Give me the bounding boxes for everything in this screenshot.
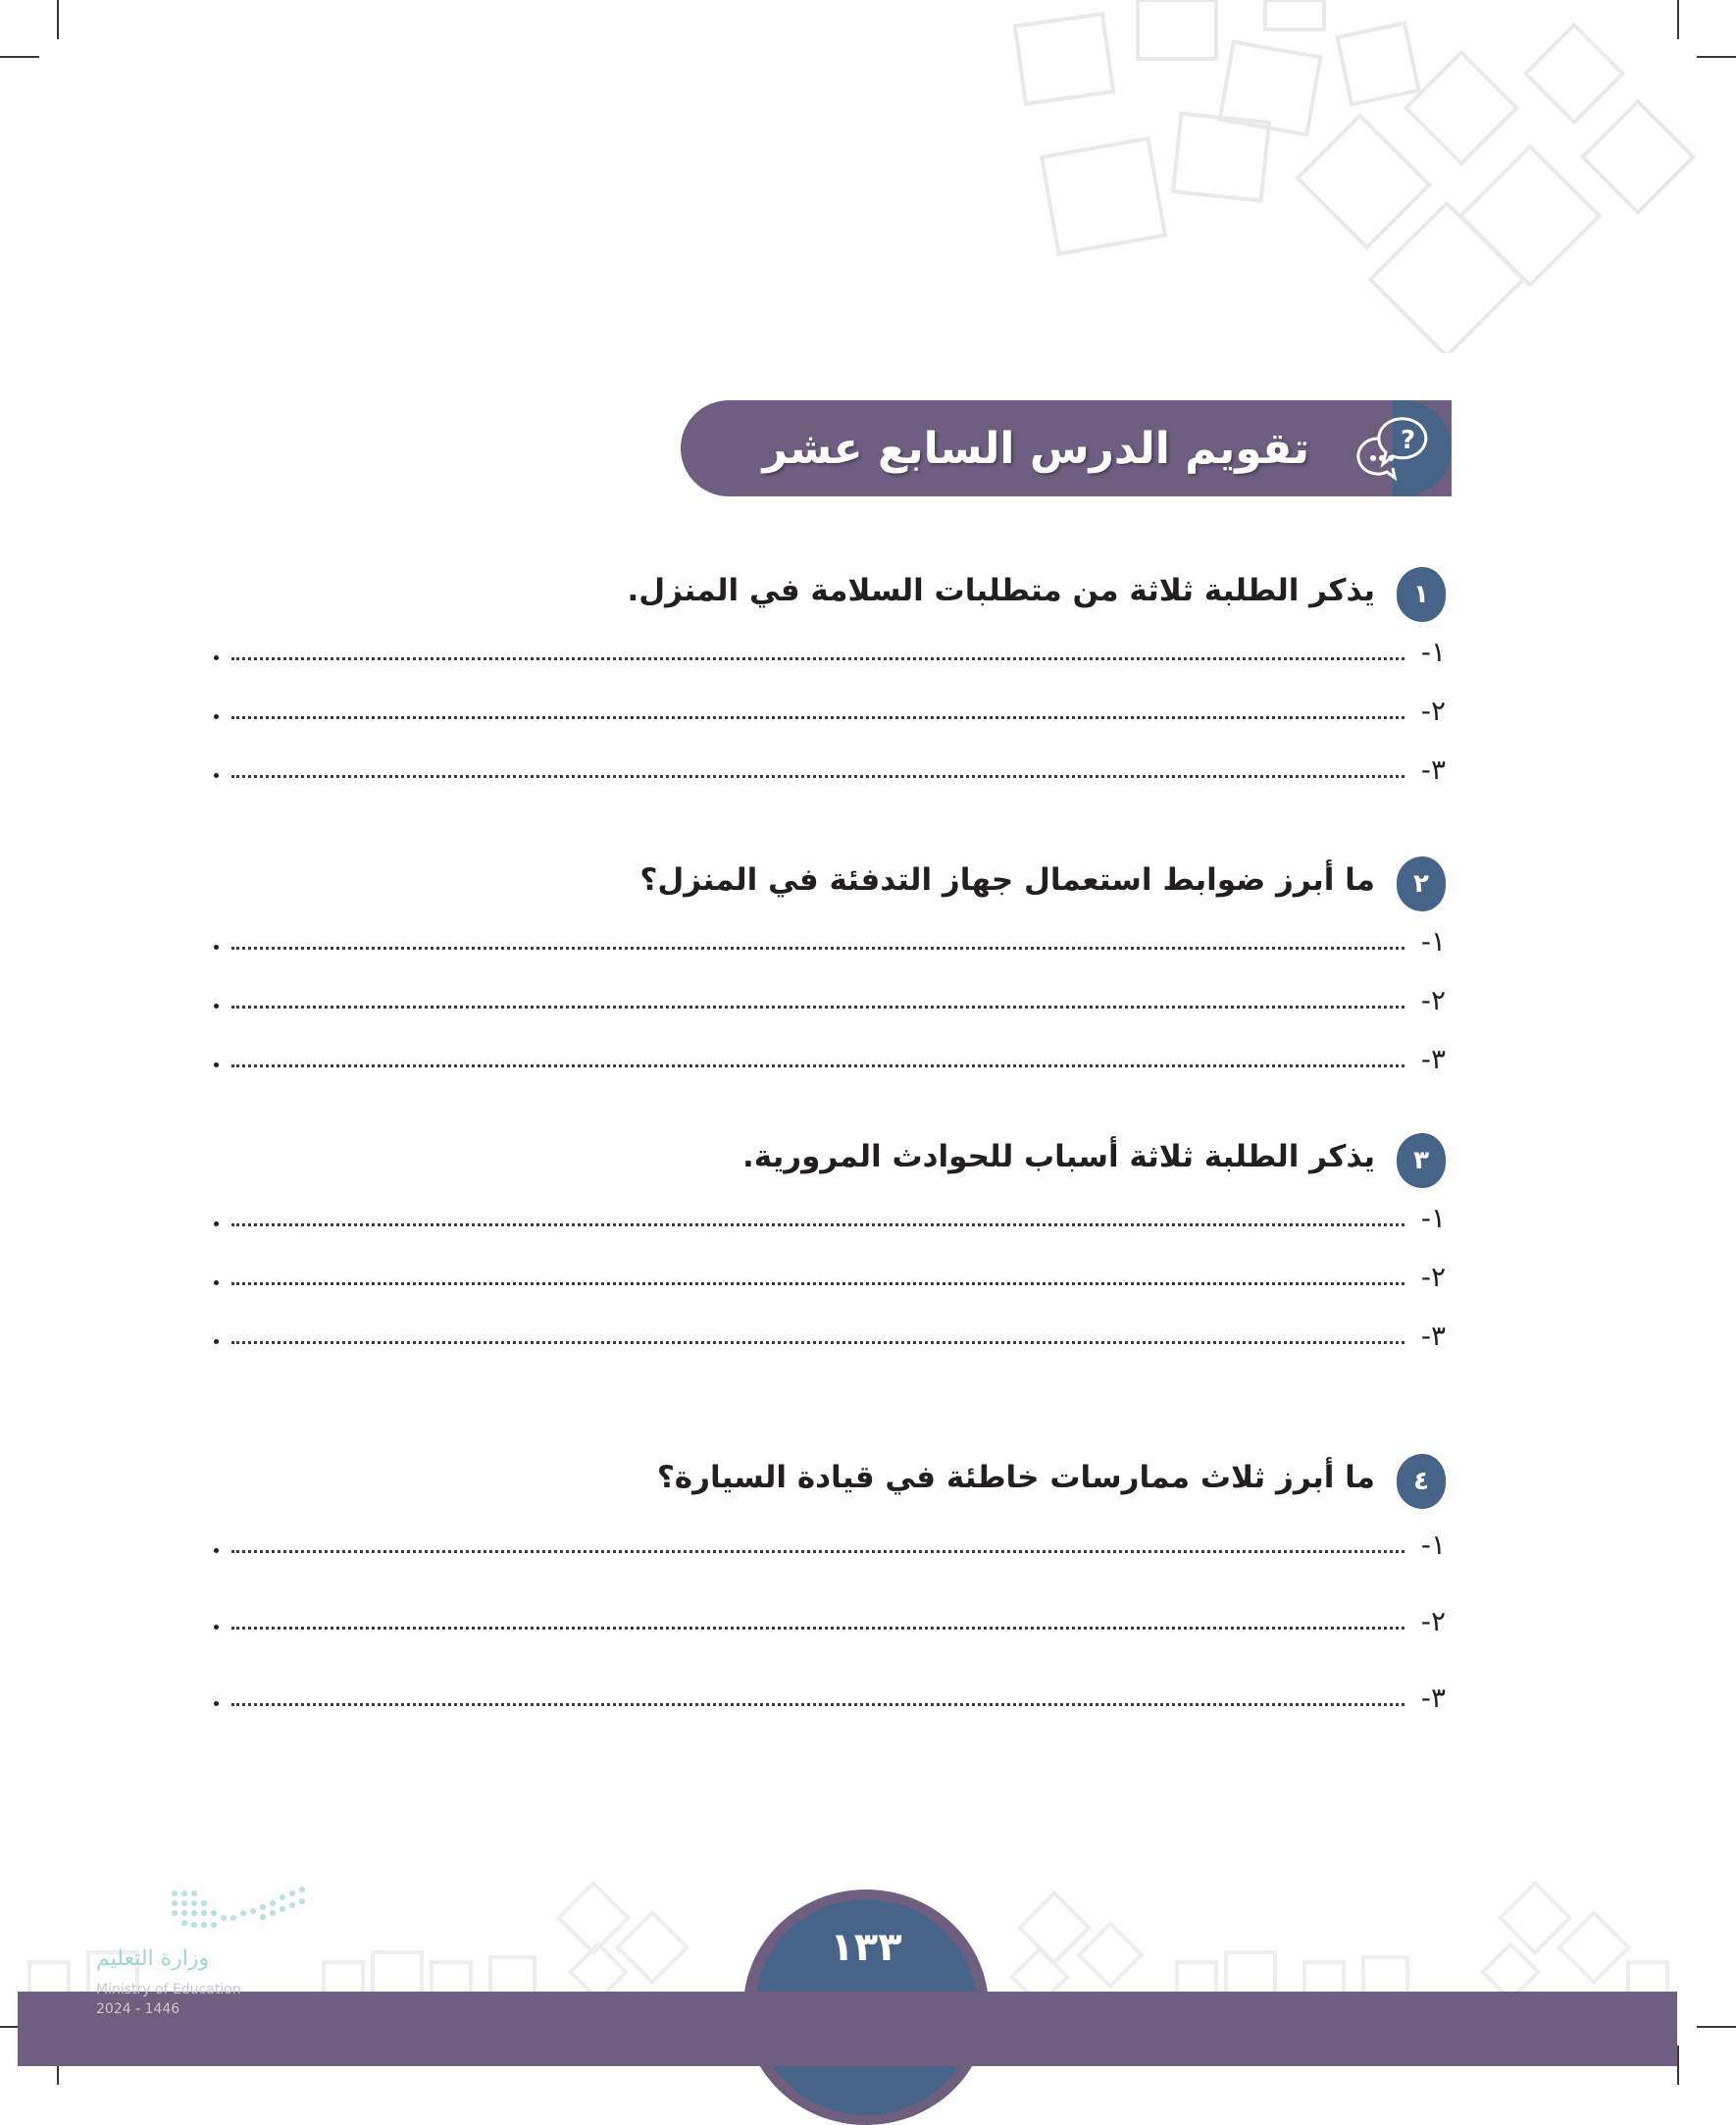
dotted-line bbox=[231, 775, 1404, 778]
answer-line-label: ١- bbox=[1420, 636, 1446, 668]
line-end-dot bbox=[214, 714, 219, 719]
answer-line-label: ١- bbox=[1420, 925, 1446, 958]
dotted-line bbox=[231, 1341, 1404, 1344]
dotted-line bbox=[231, 947, 1404, 950]
line-end-dot bbox=[214, 655, 219, 660]
line-end-dot bbox=[214, 1701, 219, 1706]
dotted-line bbox=[231, 1064, 1404, 1067]
answer-line[interactable] bbox=[196, 626, 1452, 685]
dotted-line bbox=[231, 1703, 1404, 1706]
answer-line-label: ٣- bbox=[1420, 1320, 1446, 1352]
answer-line-label: ١- bbox=[1420, 1202, 1446, 1234]
line-end-dot bbox=[214, 1339, 219, 1344]
question-number-badge: ٤ bbox=[1397, 1454, 1446, 1509]
line-end-dot bbox=[214, 1221, 219, 1226]
question-text: يذكر الطلبة ثلاثة من متطلبات السلامة في المنزل. bbox=[627, 573, 1375, 608]
answer-line-label: ٣- bbox=[1420, 753, 1446, 786]
answer-line[interactable] bbox=[196, 1033, 1452, 1092]
lesson-title: تقويم الدرس السابع عشر bbox=[762, 423, 1309, 474]
dotted-line bbox=[231, 716, 1404, 719]
line-end-dot bbox=[214, 945, 219, 950]
answer-line-label: ٢- bbox=[1420, 984, 1446, 1016]
question-text: ما أبرز ثلاث ممارسات خاطئة في قيادة السيارة؟ bbox=[656, 1460, 1375, 1495]
crop-mark bbox=[1697, 2026, 1736, 2028]
dotted-line bbox=[231, 1627, 1404, 1630]
answer-line[interactable] bbox=[196, 1595, 1452, 1672]
crop-mark bbox=[0, 56, 39, 58]
crop-mark bbox=[1677, 2046, 1679, 2085]
crop-mark bbox=[57, 0, 59, 39]
answer-line[interactable] bbox=[196, 744, 1452, 803]
dotted-line bbox=[231, 1550, 1404, 1553]
answer-line[interactable] bbox=[196, 1519, 1452, 1595]
line-end-dot bbox=[214, 773, 219, 778]
question-chat-icon bbox=[1355, 409, 1438, 488]
answer-line[interactable] bbox=[196, 915, 1452, 974]
answer-line-label: ٢- bbox=[1420, 1261, 1446, 1293]
question-4 bbox=[196, 1454, 1452, 1748]
ministry-name-english: Ministry of Education bbox=[96, 1982, 241, 1997]
question-number-badge: ١ bbox=[1397, 567, 1446, 622]
page-number: ١٣٣ bbox=[830, 1925, 902, 1970]
dotted-line bbox=[231, 1223, 1404, 1226]
ministry-name-arabic: وزارة التعليم bbox=[96, 1946, 210, 1971]
answer-line[interactable] bbox=[196, 1251, 1452, 1310]
question-number-badge: ٢ bbox=[1397, 856, 1446, 911]
answer-line[interactable] bbox=[196, 1672, 1452, 1748]
answer-line[interactable] bbox=[196, 974, 1452, 1033]
decorative-squares-pattern bbox=[991, 0, 1736, 353]
answer-line[interactable] bbox=[196, 1192, 1452, 1251]
lesson-title-banner bbox=[681, 400, 1452, 496]
answer-line[interactable] bbox=[196, 1310, 1452, 1369]
line-end-dot bbox=[214, 1548, 219, 1553]
ministry-year: 2024 - 1446 bbox=[96, 2001, 180, 2017]
dotted-line bbox=[231, 1282, 1404, 1285]
line-end-dot bbox=[214, 1625, 219, 1630]
question-1 bbox=[196, 567, 1452, 803]
question-3 bbox=[196, 1133, 1452, 1369]
line-end-dot bbox=[214, 1062, 219, 1067]
answer-line-label: ٣- bbox=[1420, 1682, 1446, 1714]
answer-line[interactable] bbox=[196, 685, 1452, 744]
question-2 bbox=[196, 856, 1452, 1092]
answer-line-label: ٣- bbox=[1420, 1043, 1446, 1075]
question-text: يذكر الطلبة ثلاثة أسباب للحوادث المرورية. bbox=[742, 1139, 1375, 1174]
answer-line-label: ٢- bbox=[1420, 1605, 1446, 1637]
answer-line-label: ٢- bbox=[1420, 695, 1446, 727]
line-end-dot bbox=[214, 1004, 219, 1009]
question-number-badge: ٣ bbox=[1397, 1133, 1446, 1188]
dotted-line bbox=[231, 657, 1404, 660]
line-end-dot bbox=[214, 1280, 219, 1285]
answer-line-label: ١- bbox=[1420, 1529, 1446, 1561]
svg-text:?: ? bbox=[1401, 426, 1416, 455]
dotted-line bbox=[231, 1006, 1404, 1009]
question-text: ما أبرز ضوابط استعمال جهاز التدفئة في المنزل؟ bbox=[639, 862, 1375, 898]
